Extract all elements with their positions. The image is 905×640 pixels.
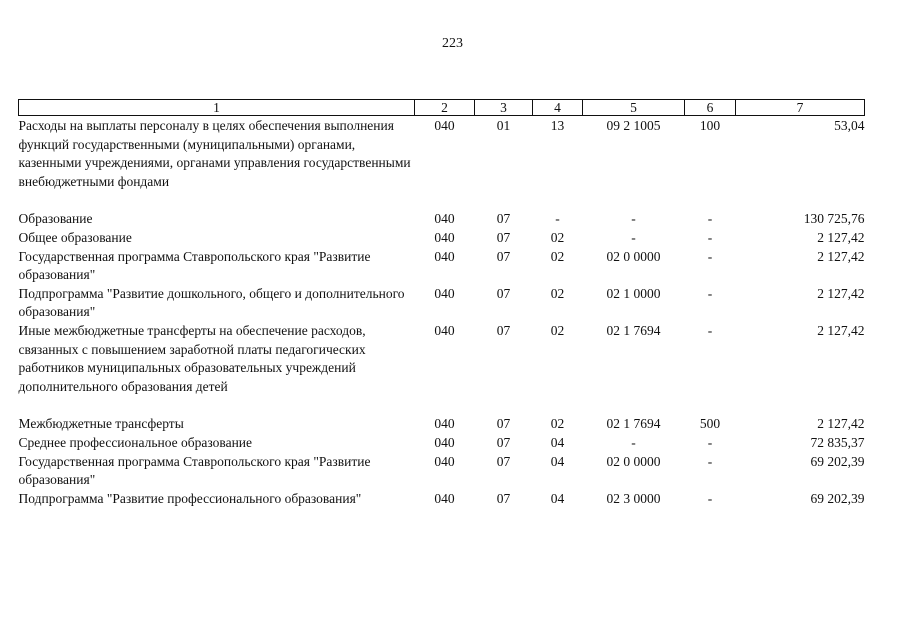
row-expense-type: - — [707, 211, 713, 227]
row-section: 07 — [496, 248, 511, 264]
row-expense-type: 100 — [699, 118, 721, 133]
row-name: Образование — [18, 211, 93, 227]
row-code: 040 — [434, 434, 455, 450]
row-section: 01 — [496, 118, 511, 133]
row-expense-type: - — [707, 229, 713, 245]
row-subsection: 02 — [550, 322, 565, 338]
row-subsection: 04 — [550, 434, 565, 450]
row-name: Государственная программа Ставропольского края "Развитие образования" — [18, 453, 371, 488]
row-amount: 2 127,42 — [817, 285, 865, 301]
row-expense-type: 500 — [699, 416, 721, 432]
row-code: 040 — [434, 248, 455, 264]
table-row — [19, 490, 865, 509]
row-name: Подпрограмма "Развитие дошкольного, общего и дополнительного образования" — [18, 285, 405, 320]
row-section: 07 — [496, 434, 511, 450]
header-col-6: 6 — [685, 100, 736, 116]
row-target: 02 1 0000 — [606, 285, 661, 301]
table-row — [19, 285, 865, 322]
row-name: Общее образование — [18, 229, 132, 245]
header-col-2: 2 — [415, 100, 475, 116]
row-target: 02 1 7694 — [606, 416, 661, 432]
row-subsection: 04 — [550, 453, 565, 469]
row-amount: 53,04 — [834, 118, 865, 133]
row-code: 040 — [434, 229, 455, 245]
row-name: Государственная программа Ставропольского края "Развитие образования" — [18, 248, 371, 283]
row-amount: 2 127,42 — [817, 322, 865, 338]
row-target: 02 0 0000 — [606, 248, 661, 264]
table-header — [19, 100, 865, 116]
row-section: 07 — [496, 453, 511, 469]
table-row — [19, 210, 865, 229]
row-amount: 69 202,39 — [810, 453, 865, 469]
table-row — [19, 116, 865, 211]
header-col-3: 3 — [475, 100, 533, 116]
row-section: 07 — [496, 211, 511, 227]
row-subsection: 04 — [550, 490, 565, 506]
row-code: 040 — [434, 211, 455, 227]
row-target: 02 1 7694 — [606, 322, 661, 338]
table-row — [19, 434, 865, 453]
table-body — [19, 116, 865, 509]
row-section: 07 — [496, 490, 511, 506]
row-name: Межбюджетные трансферты — [18, 416, 184, 432]
row-code: 040 — [434, 453, 455, 469]
page-number: 223 — [442, 36, 463, 51]
row-expense-type: - — [707, 285, 713, 301]
row-target: - — [631, 229, 636, 245]
row-expense-type: - — [707, 453, 713, 469]
row-target: 09 2 1005 — [606, 118, 661, 133]
row-subsection: 02 — [550, 416, 565, 432]
table-row — [19, 248, 865, 285]
row-subsection: 02 — [550, 285, 565, 301]
row-section: 07 — [496, 285, 511, 301]
row-amount: 69 202,39 — [810, 490, 865, 506]
table-row — [19, 229, 865, 248]
row-target: - — [631, 434, 636, 450]
row-amount: 2 127,42 — [817, 248, 865, 264]
table-row — [19, 322, 865, 415]
budget-table — [18, 99, 865, 508]
row-name: Подпрограмма "Развитие профессионального образования" — [18, 490, 362, 506]
row-target: 02 0 0000 — [606, 453, 661, 469]
row-code: 040 — [434, 118, 455, 133]
row-amount: 2 127,42 — [817, 229, 865, 245]
row-name: Расходы на выплаты персоналу в целях обеспечения выполнения функций государственными (муниципальными) органами, казенными учреждениями, органами управления государственными внебюджетными фондами — [18, 118, 411, 189]
row-section: 07 — [496, 229, 511, 245]
row-subsection: 02 — [550, 248, 565, 264]
row-expense-type: - — [707, 490, 713, 506]
row-amount: 2 127,42 — [817, 416, 865, 432]
table-row — [19, 415, 865, 434]
row-code: 040 — [434, 490, 455, 506]
row-expense-type: - — [707, 248, 713, 264]
table-row — [19, 453, 865, 490]
row-section: 07 — [496, 416, 511, 432]
header-col-5: 5 — [583, 100, 685, 116]
row-code: 040 — [434, 285, 455, 301]
row-expense-type: - — [707, 322, 713, 338]
header-col-4: 4 — [533, 100, 583, 116]
row-code: 040 — [434, 416, 455, 432]
row-target: - — [631, 211, 636, 227]
row-name: Иные межбюджетные трансферты на обеспечение расходов, связанных с повышением заработной платы педагогических работников муниципальных образовательных учреждений дополнительного образования детей — [18, 322, 366, 394]
row-amount: 130 725,76 — [803, 211, 865, 227]
row-section: 07 — [496, 322, 511, 338]
row-amount: 72 835,37 — [810, 434, 865, 450]
row-subsection: 13 — [550, 118, 565, 133]
header-col-1: 1 — [19, 100, 415, 116]
row-subsection: - — [555, 211, 560, 227]
row-name: Среднее профессиональное образование — [18, 434, 253, 450]
row-expense-type: - — [707, 434, 713, 450]
header-row — [19, 100, 865, 116]
row-target: 02 3 0000 — [606, 490, 661, 506]
header-col-7: 7 — [736, 100, 865, 116]
row-code: 040 — [434, 322, 455, 338]
row-subsection: 02 — [550, 229, 565, 245]
